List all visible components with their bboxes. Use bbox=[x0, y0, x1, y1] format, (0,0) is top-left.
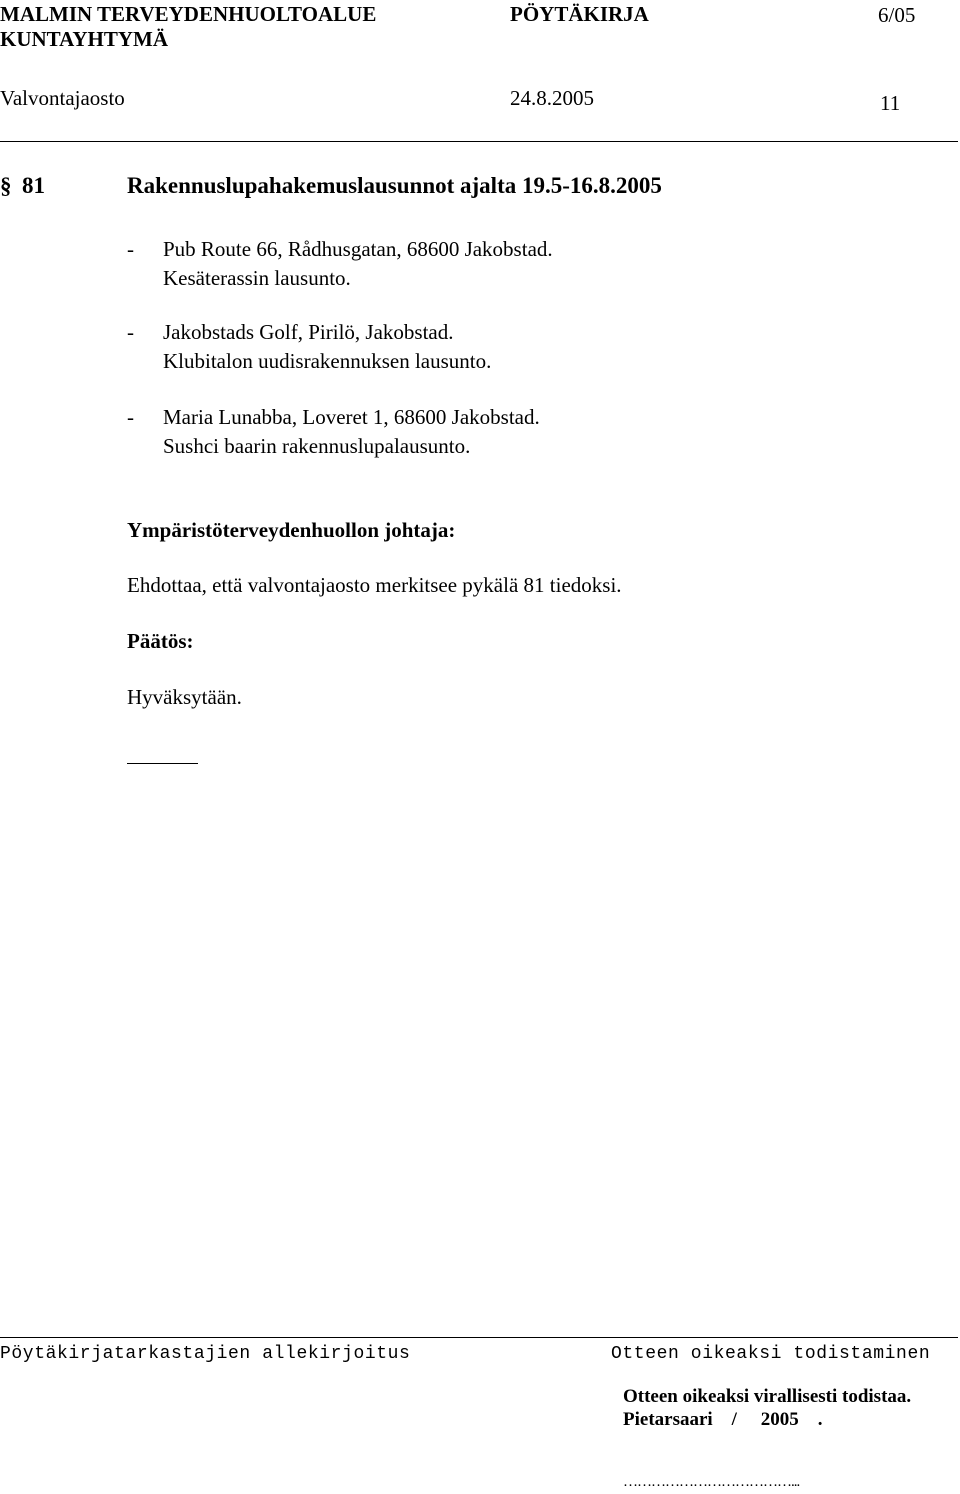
committee-name: Valvontajaosto bbox=[0, 86, 125, 110]
footer-certification-label: Otteen oikeaksi todistaminen bbox=[611, 1344, 931, 1364]
meeting-date: 24.8.2005 bbox=[510, 86, 594, 110]
proposal-text: Ehdottaa, että valvontajaosto merkitsee pykälä 81 tiedoksi. bbox=[127, 573, 622, 597]
end-of-section-line bbox=[127, 763, 198, 764]
list-item-line1: Jakobstads Golf, Pirilö, Jakobstad. bbox=[163, 320, 454, 344]
list-item bbox=[127, 320, 453, 345]
page-number: 11 bbox=[880, 91, 901, 115]
list-item-line2: Sushci baarin rakennuslupalausunto. bbox=[163, 434, 471, 458]
header-divider bbox=[0, 141, 958, 142]
document-number: 6/05 bbox=[878, 3, 916, 27]
footer-divider bbox=[0, 1337, 958, 1338]
certification-statement: Otteen oikeaksi virallisesti todistaa. bbox=[623, 1386, 912, 1407]
organization-name-line1: MALMIN TERVEYDENHUOLTOALUE bbox=[0, 2, 377, 26]
list-item-line1: Pub Route 66, Rådhusgatan, 68600 Jakobstad. bbox=[163, 237, 553, 261]
list-bullet: - bbox=[127, 405, 134, 429]
decision-text: Hyväksytään. bbox=[127, 685, 242, 709]
certification-place-date: Pietarsaari / 2005 . bbox=[623, 1409, 823, 1430]
signature-line: ………………………………... bbox=[623, 1474, 800, 1490]
organization-name-line2: KUNTAYHTYMÄ bbox=[0, 27, 169, 51]
footer-signature-label: Pöytäkirjatarkastajien allekirjoitus bbox=[0, 1344, 411, 1364]
list-item-line1: Maria Lunabba, Loveret 1, 68600 Jakobstad. bbox=[163, 405, 540, 429]
list-item bbox=[127, 405, 540, 430]
document-type: PÖYTÄKIRJA bbox=[510, 2, 649, 26]
section-title: Rakennuslupahakemuslausunnot ajalta 19.5-16.8.2005 bbox=[127, 173, 662, 198]
section-symbol: § bbox=[0, 173, 12, 198]
decision-heading: Päätös: bbox=[127, 629, 194, 653]
list-bullet: - bbox=[127, 320, 134, 344]
list-item bbox=[127, 237, 553, 262]
list-item-line2: Klubitalon uudisrakennuksen lausunto. bbox=[163, 349, 492, 373]
list-item-line2: Kesäterassin lausunto. bbox=[163, 266, 351, 290]
list-bullet: - bbox=[127, 237, 134, 261]
section-number: 81 bbox=[22, 173, 45, 198]
proposal-heading: Ympäristöterveydenhuollon johtaja: bbox=[127, 518, 456, 542]
